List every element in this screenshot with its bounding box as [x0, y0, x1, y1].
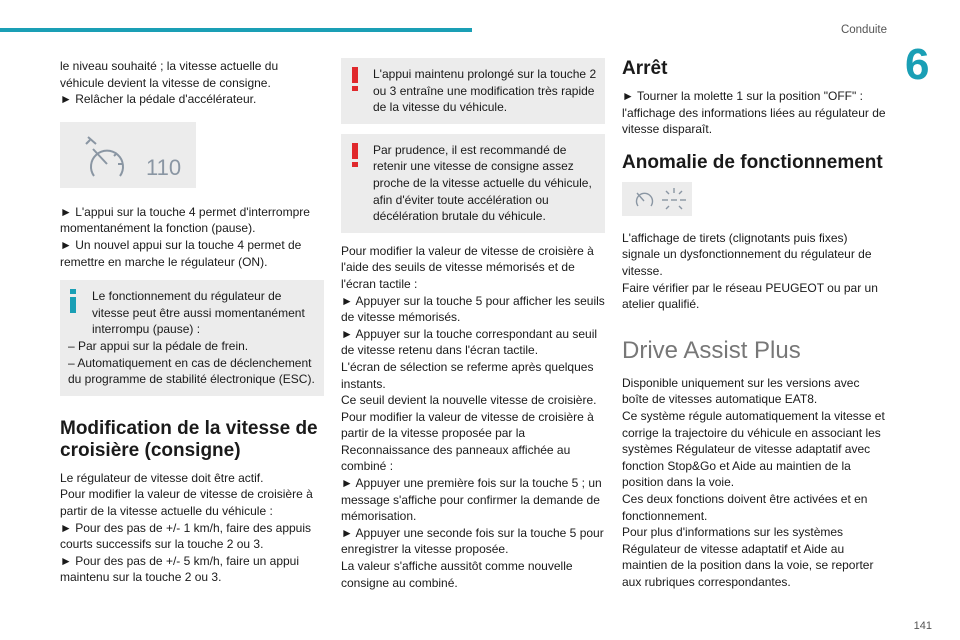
column-2	[341, 58, 605, 591]
header-accent-bar	[0, 28, 472, 32]
body-text: Ce seuil devient la nouvelle vitesse de croisière.	[341, 393, 597, 408]
body-text: Le régulateur de vitesse doit être actif.	[60, 470, 264, 485]
drive-text: Ces deux fonctions doivent être activées et en fonctionnement.	[622, 491, 868, 523]
body-text: La valeur s'affiche aussitôt comme nouvelle consigne au combiné.	[341, 559, 573, 590]
pause-step: ► L'appui sur la touche 4 permet d'interrompre momentanément la fonction (pause).	[60, 204, 310, 236]
warning-box	[341, 58, 605, 124]
info-text: Le fonctionnement du régulateur de vitesse peut être aussi momentanément interrompu (pause) :	[92, 289, 305, 337]
intro-step: ► Relâcher la pédale d'accélérateur.	[60, 92, 257, 107]
fault-display-figure	[622, 182, 692, 216]
warning-icon	[351, 67, 359, 91]
body-text: Pour modifier la valeur de vitesse de croisière à partir de la vitesse proposée par la Reconnaissance des panneaux affichée au combiné :	[341, 409, 594, 474]
body-step: ► Appuyer une seconde fois sur la touche 5 pour enregistrer la vitesse proposée.	[341, 525, 604, 557]
section-title: Conduite	[840, 24, 887, 36]
drive-text: Disponible uniquement sur les versions avec boîte de vitesses automatique EAT8.	[622, 375, 860, 407]
body-step: ► Appuyer sur la touche 5 pour afficher les seuils de vitesse mémorisés.	[341, 293, 605, 325]
heading-arret: Arrêt	[622, 58, 668, 79]
warning-box	[341, 134, 605, 233]
column-3	[622, 58, 886, 590]
speed-readout: 110	[146, 154, 182, 180]
section-heading: Modification de la vitesse de croisière (consigne)	[60, 417, 318, 461]
info-box	[60, 280, 324, 396]
warning-icon	[351, 143, 359, 167]
body-step: ► Pour des pas de +/- 5 km/h, faire un appui maintenu sur la touche 2 ou 3.	[60, 553, 300, 585]
info-item: – Par appui sur la pédale de frein.	[68, 338, 249, 353]
info-icon	[70, 289, 76, 313]
speedometer-icon	[60, 122, 196, 188]
arret-text: ► Tourner la molette 1 sur la position "OFF" : l'affichage des informations liées au régulateur de vitesse disparaît.	[622, 89, 886, 137]
column-1	[60, 58, 324, 586]
anomalie-text: L'affichage de tirets (clignotants puis fixes) signale un dysfonctionnement du régulateur de vitesse.	[622, 230, 872, 278]
page-number: 141	[913, 620, 932, 632]
intro-text: le niveau souhaité ; la vitesse actuelle du véhicule devient la vitesse de consigne.	[60, 59, 279, 90]
cruise-control-figure	[60, 122, 196, 188]
body-text: L'écran de sélection se referme après quelques instants.	[341, 359, 594, 391]
heading-drive-assist: Drive Assist Plus	[622, 336, 801, 364]
warning-text: Par prudence, il est recommandé de retenir une vitesse de consigne assez proche de la vitesse actuelle du véhicule, afin d'éviter toute accélération ou décélération brutale du véhicule.	[373, 142, 592, 224]
body-step: ► Appuyer une première fois sur la touche 5 ; un message s'affiche pour confirmer la demande de mémorisation.	[341, 476, 602, 524]
anomalie-text: Faire vérifier par le réseau PEUGEOT ou par un atelier qualifié.	[622, 280, 878, 312]
body-text: Pour modifier la valeur de vitesse de croisière à partir de la vitesse actuelle du véhicule :	[60, 487, 313, 518]
chapter-number: 6	[905, 40, 930, 89]
body-step: ► Appuyer sur la touche correspondant au seuil de vitesse retenu dans l'écran tactile.	[341, 326, 598, 358]
cruise-fault-icon	[622, 182, 692, 216]
resume-step: ► Un nouvel appui sur la touche 4 permet de remettre en marche le régulateur (ON).	[60, 237, 302, 269]
info-item: – Automatiquement en cas de déclenchement du programme de stabilité électronique (ESC).	[68, 355, 315, 387]
body-step: ► Pour des pas de +/- 1 km/h, faire des appuis courts successifs sur la touche 2 ou 3.	[60, 520, 312, 552]
drive-text: Pour plus d'informations sur les systèmes Régulateur de vitesse adaptatif et Aide au maintien de la position dans la voie, se reporter aux rubriques correspondantes.	[622, 525, 874, 589]
warning-text: L'appui maintenu prolongé sur la touche 2 ou 3 entraîne une modification très rapide de la vitesse du véhicule.	[373, 67, 597, 115]
drive-text: Ce système régule automatiquement la vitesse et corrige la trajectoire du véhicule en associant les systèmes Régulateur de vitesse adaptatif avec fonction Stop&Go et Aide au maintien de la position dans la voie.	[622, 408, 885, 490]
heading-anomalie: Anomalie de fonctionnement	[622, 151, 883, 173]
body-text: Pour modifier la valeur de vitesse de croisière à l'aide des seuils de vitesse mémorisés et de l'écran tactile :	[341, 243, 594, 291]
